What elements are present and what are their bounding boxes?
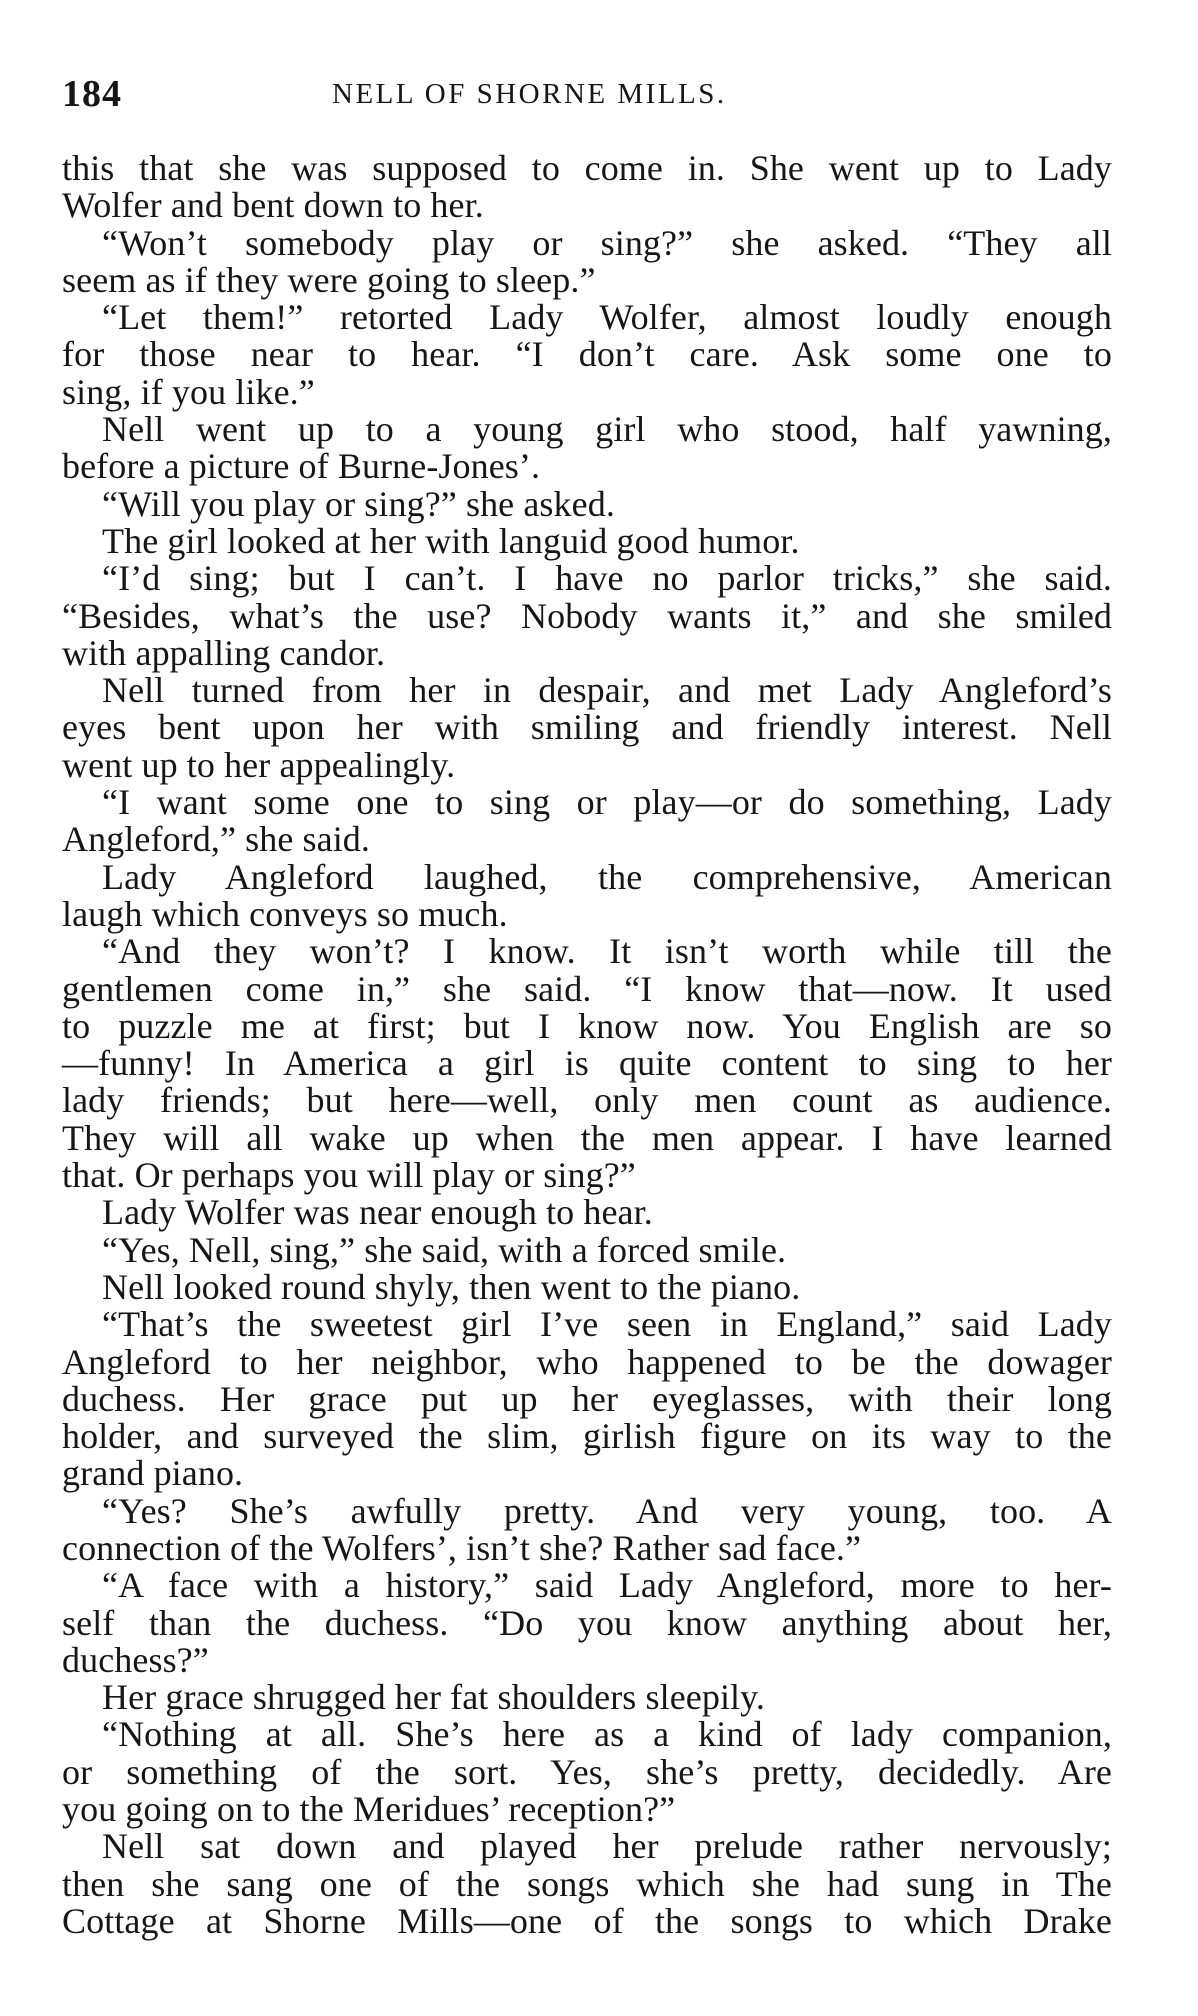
page-number: 184 bbox=[62, 73, 122, 115]
text-line: Angleford,” she said. bbox=[62, 819, 371, 860]
text-line: this that she was supposed to come in. She went up to Lady bbox=[62, 148, 1112, 188]
text-line: lady friends; but here—well, only men count as audience. bbox=[62, 1080, 1112, 1121]
text-line: “Yes? She’s awfully pretty. And very young, too. A bbox=[102, 1490, 1112, 1531]
text-line: duchess?” bbox=[62, 1639, 209, 1680]
text-line: with appalling candor. bbox=[62, 632, 386, 673]
text-line: “Yes, Nell, sing,” she said, with a forced smile. bbox=[102, 1229, 787, 1270]
text-line: “Will you play or sing?” she asked. bbox=[102, 483, 615, 524]
text-line: Her grace shrugged her fat shoulders sleepily. bbox=[102, 1677, 766, 1718]
text-line: duchess. Her grace put up her eyeglasses, with their long bbox=[62, 1378, 1112, 1419]
text-line: Nell went up to a young girl who stood, half yawning, bbox=[102, 409, 1112, 450]
text-line: Nell looked round shyly, then went to the piano. bbox=[102, 1266, 801, 1307]
text-line: self than the duchess. “Do you know anything about her, bbox=[62, 1602, 1112, 1643]
text-line: “Besides, what’s the use? Nobody wants it,” and she smiled bbox=[62, 595, 1112, 636]
text-line: “I’d sing; but I can’t. I have no parlor tricks,” she said. bbox=[102, 558, 1112, 599]
text-line: laugh which conveys so much. bbox=[62, 893, 508, 934]
text-line: sing, if you like.” bbox=[62, 371, 315, 412]
text-line: “Won’t somebody play or sing?” she asked. “They all bbox=[102, 222, 1112, 263]
text-line: holder, and surveyed the slim, girlish figure on its way to the bbox=[62, 1416, 1112, 1457]
text-line: “I want some one to sing or play—or do something, Lady bbox=[102, 782, 1112, 823]
text-line: Lady Angleford laughed, the comprehensive, American bbox=[102, 856, 1112, 897]
text-line: that. Or perhaps you will play or sing?” bbox=[62, 1155, 636, 1196]
text-line: “And they won’t? I know. It isn’t worth while till the bbox=[102, 931, 1112, 972]
text-line: you going on to the Meridues’ reception?” bbox=[62, 1789, 676, 1830]
text-line: Nell turned from her in despair, and met Lady Angleford’s bbox=[102, 670, 1112, 711]
text-line: then she sang one of the songs which she had sung in The bbox=[62, 1863, 1112, 1904]
text-line: They will all wake up when the men appear. I have learned bbox=[62, 1117, 1112, 1158]
text-line: eyes bent upon her with smiling and friendly interest. Nell bbox=[62, 707, 1112, 748]
text-line: Nell sat down and played her prelude rather nervously; bbox=[102, 1826, 1112, 1867]
text-line: seem as if they were going to sleep.” bbox=[62, 259, 596, 300]
running-head: NELL OF SHORNE MILLS. bbox=[332, 78, 727, 110]
text-line: or something of the sort. Yes, she’s pretty, decidedly. Are bbox=[62, 1751, 1112, 1792]
text-line: before a picture of Burne-Jones’. bbox=[62, 446, 541, 487]
text-line: Lady Wolfer was near enough to hear. bbox=[102, 1192, 653, 1233]
text-line: The girl looked at her with languid good humor. bbox=[102, 520, 800, 561]
text-line: went up to her appealingly. bbox=[62, 744, 456, 785]
text-line: Wolfer and bent down to her. bbox=[62, 185, 484, 226]
text-line: for those near to hear. “I don’t care. Ask some one to bbox=[62, 334, 1112, 375]
text-line: to puzzle me at first; but I know now. You English are so bbox=[62, 1005, 1112, 1046]
text-line: grand piano. bbox=[62, 1453, 244, 1494]
text-line: gentlemen come in,” she said. “I know that—now. It used bbox=[62, 968, 1112, 1009]
text-line: “That’s the sweetest girl I’ve seen in England,” said Lady bbox=[102, 1304, 1112, 1345]
text-line: “A face with a history,” said Lady Angleford, more to her- bbox=[102, 1565, 1112, 1606]
body-text bbox=[62, 150, 1112, 1940]
text-line: Angleford to her neighbor, who happened to be the dowager bbox=[62, 1341, 1112, 1382]
text-line: connection of the Wolfers’, isn’t she? Rather sad face.” bbox=[62, 1527, 862, 1568]
page-header bbox=[62, 72, 1102, 122]
text-line: “Let them!” retorted Lady Wolfer, almost loudly enough bbox=[102, 297, 1112, 338]
text-line: —funny! In America a girl is quite content to sing to her bbox=[62, 1043, 1112, 1084]
text-line: “Nothing at all. She’s here as a kind of lady companion, bbox=[102, 1714, 1112, 1755]
text-line: Cottage at Shorne Mills—one of the songs to which Drake bbox=[62, 1900, 1112, 1941]
